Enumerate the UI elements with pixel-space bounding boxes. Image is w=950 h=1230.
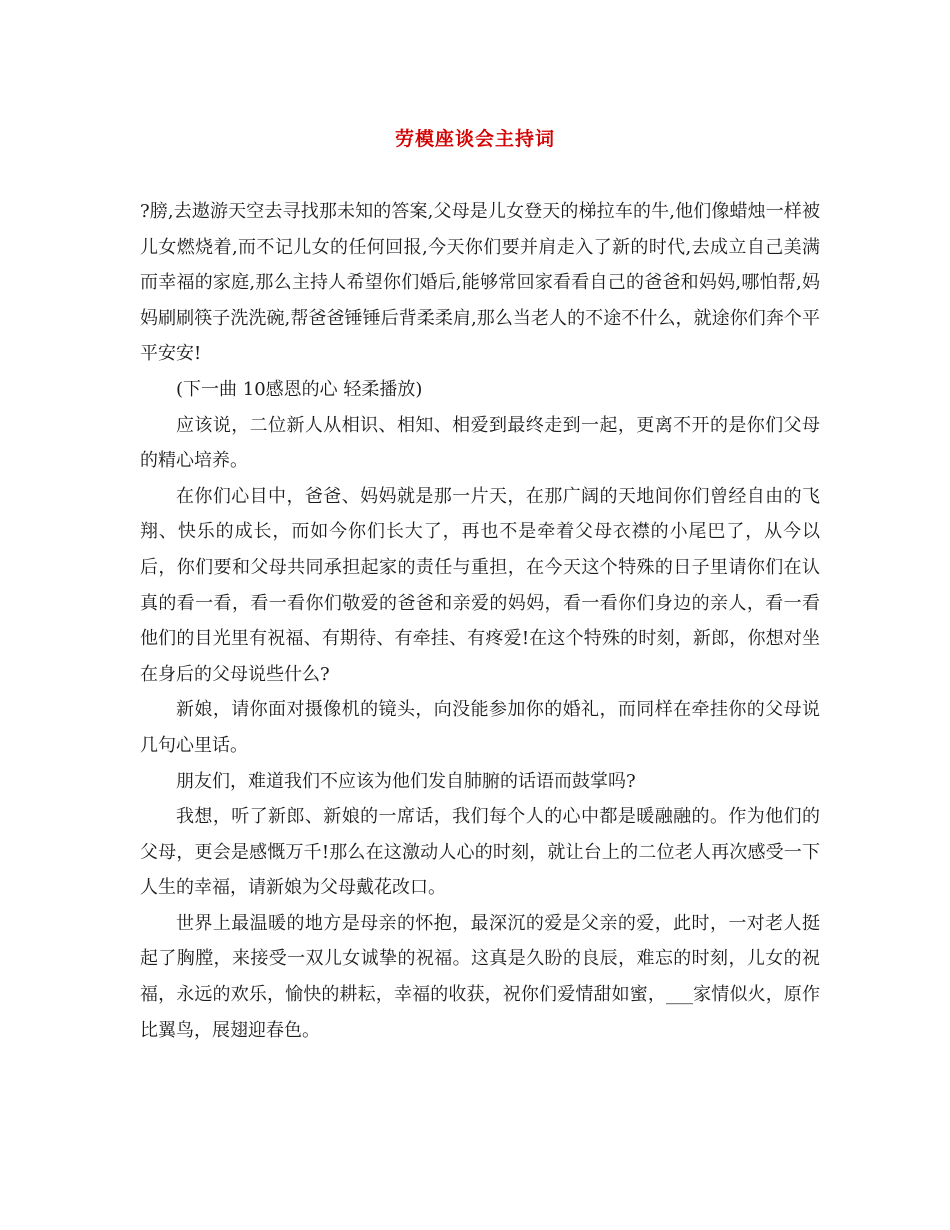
- paragraph-7: 我想，听了新郎、新娘的一席话，我们每个人的心中都是暖融融的。作为他们的父母，更会是感慨万千!那么在这激动人心的时刻，就让台上的二位老人再次感受一下人生的幸福，请新娘为父母戴花改口。: [140, 806, 820, 899]
- paragraph-6: 朋友们，难道我们不应该为他们发自肺腑的话语而鼓掌吗?: [176, 770, 636, 792]
- paragraph-2: (下一曲 10感恩的心 轻柔播放): [176, 378, 423, 400]
- document-title: 劳模座谈会主持词: [394, 128, 555, 150]
- paragraph-5: 新娘，请你面对摄像机的镜头，向没能参加你的婚礼，而同样在牵挂你的父母说几句心里话。: [140, 699, 820, 756]
- paragraph-1: ?膀,去遨游天空去寻找那未知的答案,父母是儿女登天的梯拉车的牛,他们像蜡烛一样被儿女燃烧着,而不记儿女的任何回报,今天你们要并肩走入了新的时代,去成立自己美满而幸福的家庭,那么主持人希望你们婚后,能够常回家看看自己的爸爸和妈妈,哪怕帮,妈妈刷刷筷子洗洗碗,帮爸爸锤锤后背柔柔肩,那么当老人的不途不什么，就途你们奔个平平安安!: [140, 201, 820, 365]
- paragraph-8: 世界上最温暖的地方是母亲的怀抱，最深沉的爱是父亲的爱，此时，一对老人挺起了胸膛，来接受一双儿女诚挚的祝福。这真是久盼的良辰，难忘的时刻，儿女的祝福，永远的欢乐，愉快的耕耘，幸福的收获，祝你们爱情甜如蜜，___家情似火，原作比翼鸟，展翅迎春色。: [140, 912, 820, 1041]
- paragraph-3: 应该说，二位新人从相识、相知、相爱到最终走到一起，更离不开的是你们父母的精心培养。: [140, 414, 820, 472]
- paragraph-4: 在你们心目中，爸爸、妈妈就是那一片天，在那广阔的天地间你们曾经自由的飞翔、快乐的成长，而如今你们长大了，再也不是牵着父母衣襟的小尾巴了，从今以后，你们要和父母共同承担起家的责任与重担，在今天这个特殊的日子里请你们在认真的看一看，看一看你们敬爱的爸爸和亲爱的妈妈，看一看你们身边的亲人，看一看他们的目光里有祝福、有期待、有牵挂、有疼爱!在这个特殊的时刻，新郎，你想对坐在身后的父母说些什么?: [140, 485, 820, 685]
- document-body: [140, 194, 820, 1048]
